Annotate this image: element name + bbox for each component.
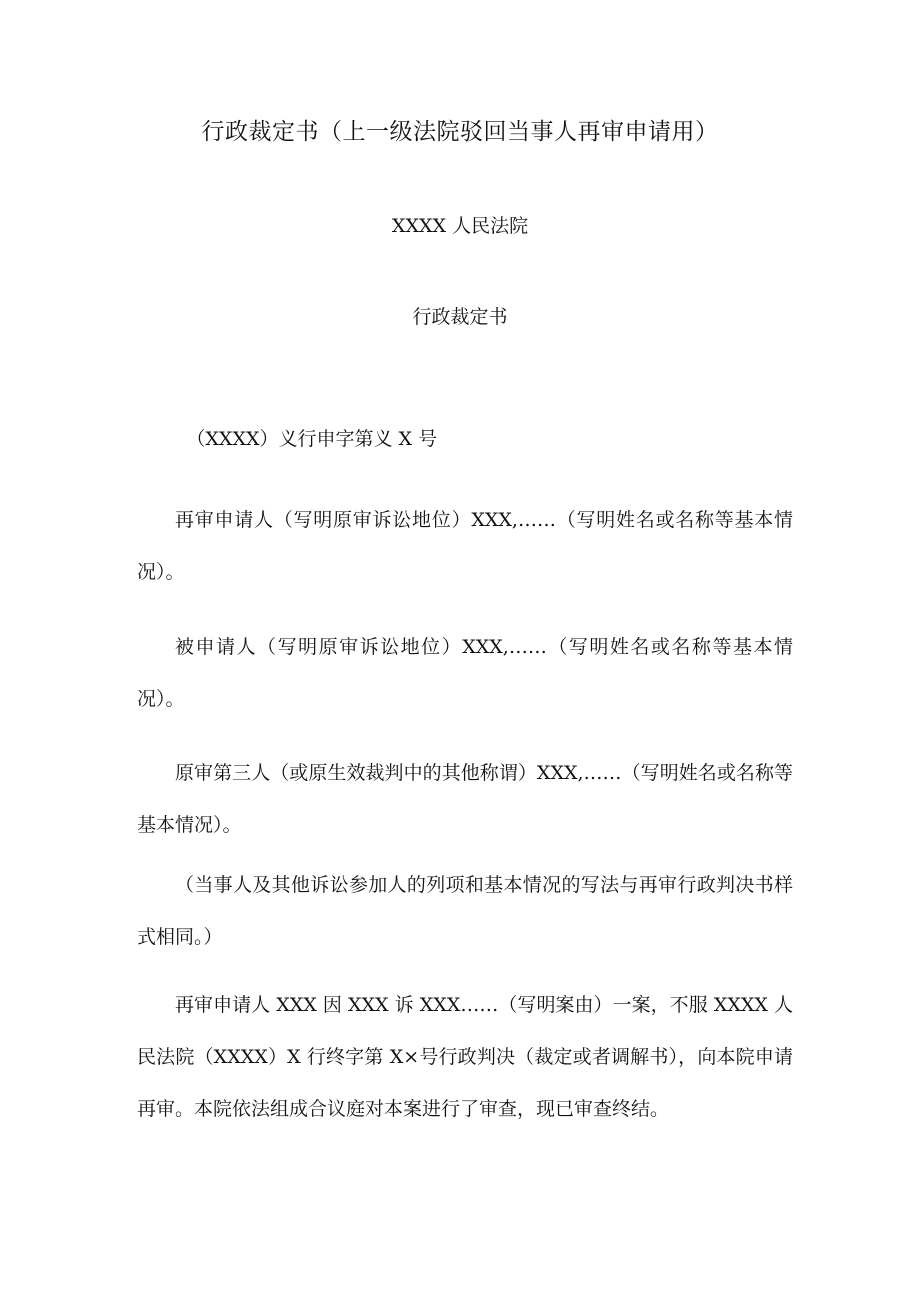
- paragraph-text: （当事人及其他诉讼参加人的列项和基本情况的写法与再审行政判决书样式相同。）: [137, 874, 793, 948]
- paragraph-applicant: [137, 494, 793, 598]
- paragraph-text: 再审申请人 XXX 因 XXX 诉 XXX……（写明案由）一案，不服 XXXX 人民法院（XXXX）X 行终字第 X×号行政判决（裁定或者调解书），向本院申请再审。本院依法组成合议庭对本案进行了审查，现已审查终结。: [137, 994, 793, 1120]
- court-name: XXXX 人民法院: [391, 215, 529, 237]
- case-number: （XXXX）义行申字第义 X 号: [186, 428, 438, 450]
- paragraph-respondent: [137, 621, 793, 725]
- paragraph-text: 原审第三人（或原生效裁判中的其他称谓）XXX,……（写明姓名或名称等基本情况）。: [137, 762, 793, 836]
- paragraph-text: 再审申请人（写明原审诉讼地位）XXX,……（写明姓名或名称等基本情况）。: [137, 509, 793, 583]
- paragraph-third-party: [137, 747, 793, 851]
- paragraph-text: 被申请人（写明原审诉讼地位）XXX,……（写明姓名或名称等基本情况）。: [137, 636, 793, 710]
- document-title: 行政裁定书（上一级法院驳回当事人再审申请用）: [201, 119, 719, 145]
- ruling-title: 行政裁定书: [412, 306, 508, 328]
- paragraph-note: [137, 859, 793, 963]
- paragraph-case-summary: [137, 979, 793, 1135]
